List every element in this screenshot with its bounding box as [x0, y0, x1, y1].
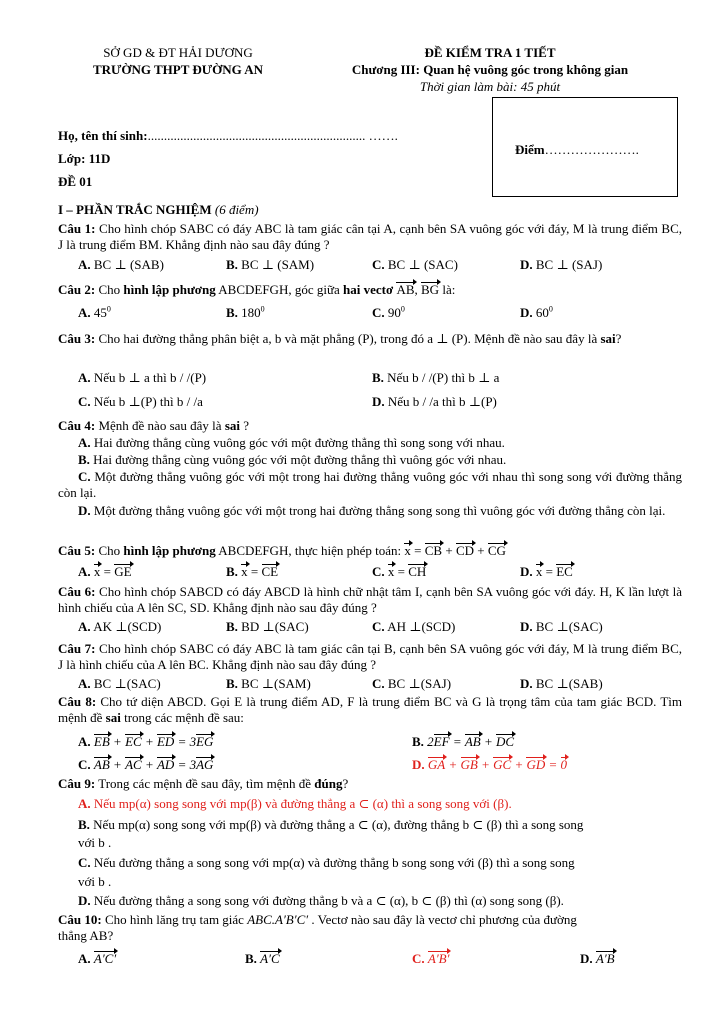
question-7: Câu 7: Cho hình chóp SABC có đáy ABC là tam giác cân tại B, cạnh bên SA vuông góc với đáy, M là trung điểm BC, J là hình chiếu của A lên BC. Khẳng định nào sau đây đúng ? — [58, 641, 682, 672]
q7-option-a[interactable]: A. BC ⊥(SAC) — [78, 676, 161, 691]
q10-option-d[interactable]: D. A′B — [580, 951, 615, 966]
school-name: TRƯỜNG THPT ĐƯỜNG AN — [92, 62, 264, 77]
score-label: Điểm…………………. — [515, 142, 639, 157]
q8-option-b[interactable]: B. 2EF = AB + DC — [412, 734, 515, 749]
q8-option-d[interactable]: D. GA + GB + GC + GD = 0 — [412, 757, 568, 772]
question-5: Câu 5: Cho hình lập phương ABCDEFGH, thực hiện phép toán: x = CB + CD + CG — [58, 543, 506, 558]
q1-option-c[interactable]: C. BC ⊥ (SAC) — [372, 257, 458, 272]
q7-option-c[interactable]: C. BC ⊥(SAJ) — [372, 676, 452, 691]
q9-option-c-cont: với b . — [78, 874, 112, 889]
q3-option-c[interactable]: C. Nếu b ⊥(P) thì b / /a — [78, 394, 203, 409]
q8-option-c[interactable]: C. AB + AC + AD = 3AG — [78, 757, 214, 772]
q1-option-b[interactable]: B. BC ⊥ (SAM) — [226, 257, 315, 272]
q9-option-d[interactable]: D. Nếu đường thẳng a song song với đường thẳng b và a ⊂ (α), b ⊂ (β) thì (α) song song (β). — [78, 893, 564, 908]
question-3: Câu 3: Cho hai đường thẳng phân biệt a, b và mặt phẳng (P), trong đó a ⊥ (P). Mệnh đề nào sau đây là sai? — [58, 331, 622, 346]
q10-option-c[interactable]: C. A′B′ — [412, 951, 450, 966]
class-line: Lớp: 11D — [58, 151, 111, 166]
section-title: I – PHẦN TRẮC NGHIỆM (6 điểm) — [58, 202, 259, 217]
vector-bg: BG — [421, 282, 440, 297]
chapter-title: Chương III: Quan hệ vuông góc trong không gian — [351, 62, 629, 77]
q10-option-a[interactable]: A. A′C′ — [78, 951, 117, 966]
q9-option-b[interactable]: B. Nếu mp(α) song song với mp(β) và đường thẳng a ⊂ (α), đường thẳng b ⊂ (β) thì a song song — [78, 817, 584, 832]
q2-option-d[interactable]: D. $60^0$ — [520, 304, 553, 320]
q7-option-b[interactable]: B. BC ⊥(SAM) — [226, 676, 311, 691]
q10-option-b[interactable]: B. A′C — [245, 951, 280, 966]
q5-option-c[interactable]: C. x = CH — [372, 564, 427, 579]
q9-option-b-cont: với b . — [78, 835, 112, 850]
department-name: SỞ GD & ĐT HẢI DƯƠNG — [103, 45, 253, 60]
vector-ab: AB — [396, 282, 415, 297]
time-limit: Thời gian làm bài: 45 phút — [419, 79, 561, 94]
question-8: Câu 8: Cho tứ diện ABCD. Gọi E là trung điểm AD, F là trung điểm BC và G là trọng tâm của tam giác BCD. Tìm mệnh đề sai trong các mệnh đề sau: — [58, 694, 683, 725]
exam-code: ĐỀ 01 — [58, 174, 93, 189]
q7-option-d[interactable]: D. BC ⊥(SAB) — [520, 676, 603, 691]
q3-option-b[interactable]: B. Nếu b / /(P) thì b ⊥ a — [372, 370, 500, 385]
question-1: Câu 1: Cho hình chóp SABC có đáy ABC là tam giác cân tại A, cạnh bên SA vuông góc với đáy, M là trung điểm BC, J là trung điểm BM. Khẳng định nào sau đây đúng ? — [58, 221, 682, 252]
q2-option-b[interactable]: B. $180^0$ — [226, 304, 265, 320]
q6-option-a[interactable]: A. AK ⊥(SCD) — [78, 619, 162, 634]
question-10: Câu 10: Cho hình lăng trụ tam giác ABC.A′B′C′ . Vectơ nào sau đây là vectơ chỉ phương của đường — [58, 912, 577, 927]
q1-option-a[interactable]: A. BC ⊥ (SAB) — [78, 257, 164, 272]
q4-option-d[interactable]: D. Một đường thẳng vuông góc với một trong hai đường thẳng song song thì vuông góc với đường thẳng còn lại. — [78, 503, 666, 518]
q4-option-a[interactable]: A. Hai đường thẳng cùng vuông góc với một đường thẳng thì song song với nhau. — [78, 435, 505, 450]
q6-option-c[interactable]: C. AH ⊥(SCD) — [372, 619, 456, 634]
q8-option-a[interactable]: A. EB + EC + ED = 3EG — [78, 734, 214, 749]
q9-option-c[interactable]: C. Nếu đường thẳng a song song với mp(α) và đường thẳng b song song với (β) thì a song song — [78, 855, 575, 870]
question-6: Câu 6: Cho hình chóp SABCD có đáy ABCD là hình chữ nhật tâm I, cạnh bên SA vuông góc với đáy. H, K lần lượt là hình chiếu của A lên SC, SD. Khẳng định nào sau đây đúng ? — [58, 584, 683, 615]
q6-option-b[interactable]: B. BD ⊥(SAC) — [226, 619, 309, 634]
question-10-cont: thẳng AB? — [58, 928, 114, 943]
q9-option-a[interactable]: A. Nếu mp(α) song song với mp(β) và đường thẳng a ⊂ (α) thì a song song với (β). — [78, 796, 512, 811]
q4-option-b[interactable]: B. Hai đường thẳng cùng vuông góc với một đường thẳng thì vuông góc với nhau. — [78, 452, 507, 467]
q5-option-a[interactable]: A. x = GE — [78, 564, 132, 579]
question-2: Câu 2: Cho hình lập phương ABCDEFGH, góc giữa hai vectơ AB, BG là: — [58, 282, 456, 297]
student-name-line[interactable]: Họ, tên thí sinh:................................................................... ……. — [58, 128, 398, 143]
question-4: Câu 4: Mệnh đề nào sau đây là sai ? — [58, 418, 250, 433]
q3-option-a[interactable]: A. Nếu b ⊥ a thì b / /(P) — [78, 370, 207, 385]
q5-option-d[interactable]: D. x = EC — [520, 564, 573, 579]
q6-option-d[interactable]: D. BC ⊥(SAC) — [520, 619, 603, 634]
q2-option-a[interactable]: A. $45^0$ — [78, 304, 111, 320]
q4-option-c[interactable]: C. Một đường thẳng vuông góc với một trong hai đường thẳng vuông góc với nhau thì song song với đường thẳng còn lại. — [58, 469, 682, 500]
score-box[interactable] — [492, 97, 678, 197]
exam-title: ĐỀ KIỂM TRA 1 TIẾT — [424, 45, 556, 60]
q3-option-d[interactable]: D. Nếu b / /a thì b ⊥(P) — [372, 394, 497, 409]
question-9: Câu 9: Trong các mệnh đề sau đây, tìm mệnh đề đúng? — [58, 776, 349, 791]
q2-option-c[interactable]: C. $90^0$ — [372, 304, 405, 320]
q1-option-d[interactable]: D. BC ⊥ (SAJ) — [520, 257, 603, 272]
q5-option-b[interactable]: B. x = CE — [226, 564, 279, 579]
